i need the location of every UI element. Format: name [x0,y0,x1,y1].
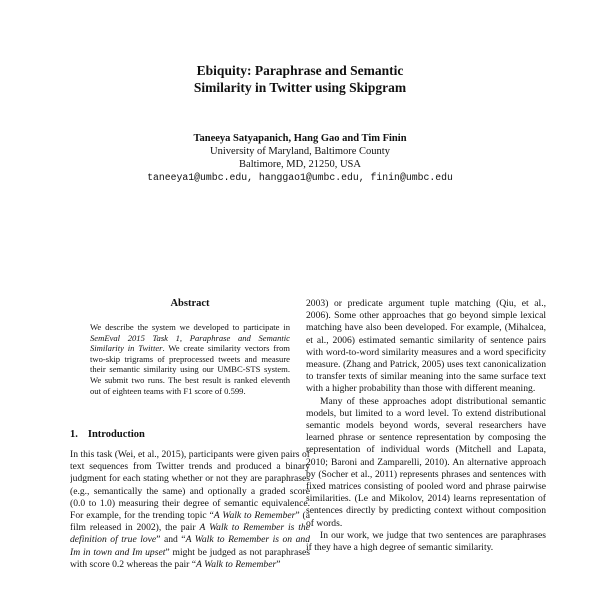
section-heading-introduction [70,429,310,440]
section-title: Introduction [87,429,145,440]
intro-text-a: In this task (Wei, et al., 2015), participants were given pairs of text sequences from Twitter trends and produced a binary judgment for each stating whether or not they are paraphrases (e.g., semantically the same) and optionally a graded score (0.0 to 1.0) measuring their degree of semantic equivalence. For example, for the trending topic “ [70,449,310,522]
section-number: 1. [70,429,78,440]
author-block [0,132,600,184]
abstract-body [90,322,290,396]
intro-quote-3: A Walk to Remember [196,558,277,570]
paper-title [0,62,600,96]
abstract-heading: Abstract [170,298,210,309]
intro-text-b: ” (a film released in 2002), the pair [70,510,310,534]
right-column [306,298,546,600]
related-work-paragraph-2: Many of these approaches adopt distributional semantic models, but limited to a word level. To extend distributional semantic models beyond words, several researchers have learned phrase or sentence representation by composing the representation of individual words (Mitchell and Lapata, 2010; Baroni and Zamparelli, 2010). An alternative approach by (Socher et al., 2011) represents phrases and sentences with fixed matrices consisting of pooled word and phrase pairwise similarities. (Le and Mikolov, 2014) learns representation of sentences directly by predicting context without composition of words. [306,395,546,529]
intro-text-e: ” [276,558,281,570]
affiliation: University of Maryland, Baltimore County [210,146,390,157]
intro-paragraph [70,449,310,600]
abstract-venue: SemEval 2015 Task 1, Paraphrase and Semantic Similarity in Twitter [90,332,290,354]
abstract-text-b: . We create similarity vectors from two-skip trigrams of preprocessed tweets and measure their semantic similarity using our UMBC-STS system. We submit two runs. The best result is ranked eleventh out of eighteen teams with F1 score of 0.599. [90,343,290,396]
intro-text-d: ” might be judged as not paraphrases with score 0.2 whereas the pair “ [70,546,310,570]
author-names: Taneeya Satyapanich, Hang Gao and Tim Finin [193,133,407,144]
address: Baltimore, MD, 21250, USA [239,159,361,170]
abstract-text-a: We describe the system we developed to participate in [90,322,290,332]
intro-topic: A Walk to Remember [213,510,296,522]
intro-quote-2: A Walk to Remember is on and Im in town and Im upset [70,534,310,558]
intro-text-c: ” and “ [156,534,186,546]
title-line-2: Similarity in Twitter using Skipgram [193,80,407,95]
author-emails: taneeya1@umbc.edu, hanggao1@umbc.edu, finin@umbc.edu [147,172,453,183]
title-line-1: Ebiquity: Paraphrase and Semantic [196,63,404,78]
our-work-paragraph: In our work, we judge that two sentences are paraphrases if they have a high degree of semantic similarity. [306,529,546,554]
related-work-paragraph-1: 2003) or predicate argument tuple matching (Qiu, et al., 2006). Some other approaches that go beyond simple lexical matching have also been developed. For example, (Mihalcea, et al., 2006) estimated semantic similarity of sentence pairs with word-to-word similarity measures and a word specificity measure. (Zhang and Patrick, 2005) uses text canonicalization to transfer texts of similar meaning into the same surface text with a higher probability than those with different meaning. [306,298,546,395]
intro-quote-1: A Walk to Remember is the definition of true love [70,522,310,546]
